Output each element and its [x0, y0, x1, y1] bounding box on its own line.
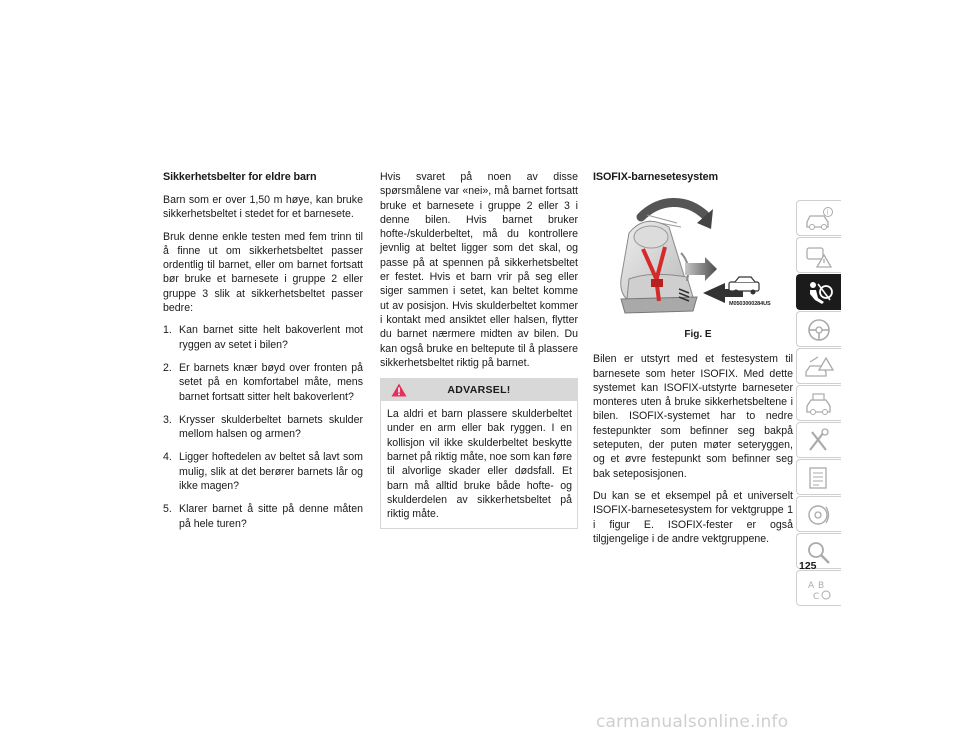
maintenance-tools-icon: [804, 428, 834, 454]
tab-specifications[interactable]: [796, 459, 841, 495]
language-index-icon: [804, 576, 834, 602]
roadside-emergency-icon: [804, 354, 834, 380]
list-item-text: Kan barnet sitte helt bakoverlent mot ryggen av setet i bilen?: [179, 324, 363, 351]
list-number: 3.: [163, 413, 172, 426]
tab-driving[interactable]: [796, 311, 841, 347]
numbered-list: [163, 323, 363, 531]
page-number: 125: [799, 560, 817, 572]
warning-triangle-icon: [391, 383, 407, 397]
paragraph: Barn som er over 1,50 m høye, kan bruke sikkerhetsbeltet i stedet for et barnesete.: [163, 194, 363, 221]
warning-box: [380, 378, 578, 528]
car-service-icon: [804, 391, 834, 417]
list-number: 1.: [163, 324, 172, 337]
tab-languages[interactable]: [796, 570, 841, 606]
list-item-text: Klarer barnet å sitte på denne måten på hele turen?: [179, 503, 363, 530]
car-info-icon: [804, 206, 834, 232]
svg-text:i: i: [826, 208, 829, 217]
paragraph: Bruk denne enkle testen med fem trinn til å finne ut om sikkerhetsbeltet passer ordentlig til barnet, eller om barnet fortsatt bør bruke et barnesete i gruppe 2 eller gruppe 3 slik at sikkerhetsbeltet passer bedre:: [163, 230, 363, 315]
list-item: [163, 413, 363, 442]
isofix-figure: [593, 193, 793, 327]
column-right: [593, 170, 793, 554]
paragraph: Bilen er utstyrt med et festesystem til barnesete som heter ISOFIX. Med dette systemet kan ISOFIX-utstyrte barneseter monteres uten å bruke sikkerhetsbeltene i bilen. ISOFIX-systemet har to nedre festepunkter som befinner seg bakpå seteputen, der puten møter seteryggen, og et øvre festepunkt som befinner seg bak seteposisjonen.: [593, 353, 793, 480]
list-number: 2.: [163, 361, 172, 374]
tab-maintenance[interactable]: [796, 422, 841, 458]
paragraph: Hvis svaret på noen av disse spørsmålene var «nei», må barnet fortsatt bruke et barnesete i gruppe 2 eller 3 i denne bilen. Hvis barnet bruker hofte-/skulderbeltet, må du kontrollere jevnlig at beltet ligger som det skal, og passe på at spennen på sikkerhetsbeltet er festet. Hvis et barn vrir på seg eller siger sammen i setet, kan beltet komme ut av posisjon. Hvis skulderbeltet kommer i kontakt med ansiktet eller halsen, flytter du barnet nærmere midten av bilen. Du kan også bruke en beltepute til å plassere sikkerhetsbeltet riktig på barnet.: [380, 171, 578, 369]
list-item-text: Er barnets knær bøyd over fronten på setet på en komfortabel måte, mens barnet fortsatt sitter helt bakoverlent?: [179, 361, 363, 403]
tab-multimedia[interactable]: [796, 496, 841, 532]
warning-title: ADVARSEL!: [447, 384, 511, 397]
warning-text: La aldri et barn plassere skulderbeltet under en arm eller bak ryggen. I en kollisjon vil ikke skulderbeltet beskytte barnet på riktig måte, noe som kan føre til alvorlige skader eller dødsfall. Et barn må alltid bruke både hofte- og skulderdelen av sikkerhetsbeltet på riktig måte.: [387, 408, 572, 521]
tab-emergency[interactable]: [796, 348, 841, 384]
dashboard-warning-icon: [804, 243, 834, 269]
tab-safety[interactable]: [796, 274, 841, 310]
list-item: [163, 323, 363, 352]
chapter-tabs: [796, 200, 841, 607]
list-number: 5.: [163, 503, 172, 516]
paragraph: Du kan se et eksempel på et universelt ISOFIX-barnesetesystem for vektgruppe 1 i figur E. ISOFIX-fester er også tilgjengelige i de andre vektgruppene.: [593, 489, 793, 545]
section-heading: Sikkerhetsbelter for eldre barn: [163, 171, 317, 183]
steering-wheel-icon: [804, 317, 834, 343]
figure-code: M0503000284US: [729, 301, 771, 307]
svg-text:B: B: [818, 581, 825, 591]
list-item-text: Krysser skulderbeltet barnets skulder mellom halsen og armen?: [179, 413, 363, 441]
section-heading: ISOFIX-barnesetesystem: [593, 171, 719, 183]
tab-car-info[interactable]: [796, 200, 841, 236]
multimedia-icon: [804, 502, 834, 528]
warning-header: [381, 379, 577, 401]
list-item: [163, 450, 363, 493]
column-left: [163, 170, 363, 540]
specifications-icon: [804, 465, 834, 491]
column-middle: [380, 170, 578, 529]
svg-text:C: C: [813, 592, 820, 602]
list-item: [163, 361, 363, 404]
svg-text:A: A: [808, 581, 815, 591]
airbag-safety-icon: [804, 280, 834, 306]
tab-service[interactable]: [796, 385, 841, 421]
figure-caption: Fig. E: [684, 329, 712, 340]
list-item: [163, 502, 363, 531]
watermark: carmanualsonline.info: [596, 712, 789, 732]
list-item-text: Ligger hoftedelen av beltet så lavt som mulig, slik at det berører barnets lår og ikke magen?: [179, 451, 363, 493]
list-number: 4.: [163, 451, 172, 464]
tab-dashboard[interactable]: [796, 237, 841, 273]
